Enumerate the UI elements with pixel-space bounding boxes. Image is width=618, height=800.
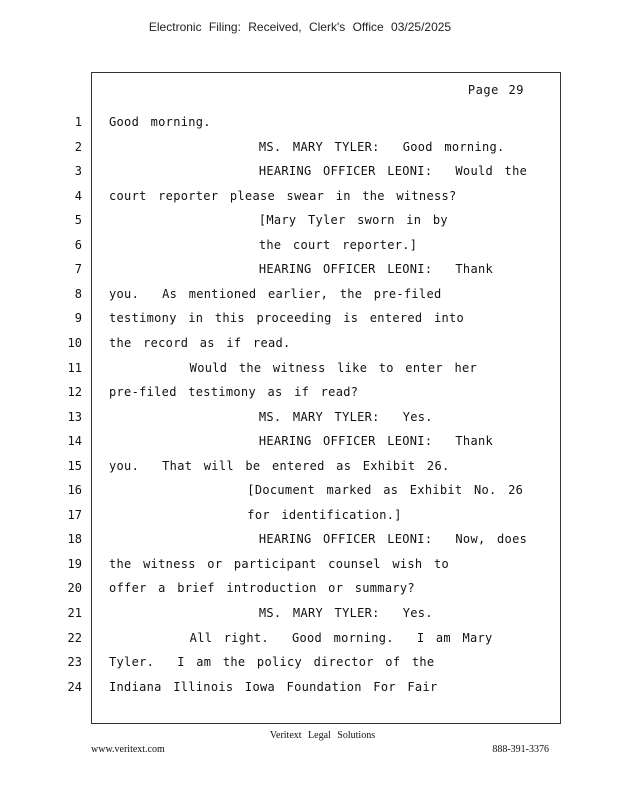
line-number: 9 (74, 311, 82, 325)
line-number: 15 (67, 459, 82, 473)
line-number: 3 (74, 164, 82, 178)
line-number: 19 (67, 557, 82, 571)
transcript-line-text: Would the witness like to enter her (109, 361, 478, 375)
line-number: 6 (74, 238, 82, 252)
transcript-line-text: the witness or participant counsel wish to (109, 557, 450, 571)
transcript-line-text: for identification.] (109, 508, 402, 522)
transcript-line-text: the court reporter.] (109, 238, 418, 252)
transcript-line-text: HEARING OFFICER LEONI: Now, does (109, 532, 528, 546)
line-number: 13 (67, 410, 82, 424)
line-number: 16 (67, 483, 82, 497)
line-number: 11 (67, 361, 82, 375)
line-number: 22 (67, 631, 82, 645)
line-number: 24 (67, 680, 82, 694)
transcript-line-text: HEARING OFFICER LEONI: Thank (109, 262, 494, 276)
transcript-line-text: MS. MARY TYLER: Yes. (109, 410, 433, 424)
line-number: 1 (74, 115, 82, 129)
line-number: 14 (67, 434, 82, 448)
transcript-line-text: testimony in this proceeding is entered into (109, 311, 465, 325)
transcript-line-text: court reporter please swear in the witness? (109, 189, 457, 203)
page-number: Page 29 (467, 83, 524, 97)
line-number: 12 (67, 385, 82, 399)
transcript-line-text: HEARING OFFICER LEONI: Thank (109, 434, 494, 448)
transcript-line-text: pre-filed testimony as if read? (109, 385, 359, 399)
line-number: 21 (67, 606, 82, 620)
transcript-line-text: Indiana Illinois Iowa Foundation For Fair (109, 680, 438, 694)
transcript-line-text: Good morning. (109, 115, 211, 129)
transcript-line-text: the record as if read. (109, 336, 291, 350)
filing-header: Electronic Filing: Received, Clerk's Office 03/25/2025 (148, 20, 452, 34)
transcript-line-text: HEARING OFFICER LEONI: Would the (109, 164, 528, 178)
line-number: 10 (67, 336, 82, 350)
line-number: 2 (74, 140, 82, 154)
transcript-line-text: you. As mentioned earlier, the pre-filed (109, 287, 442, 301)
transcript-line-text: All right. Good morning. I am Mary (109, 631, 493, 645)
line-number: 20 (67, 581, 82, 595)
line-number: 8 (74, 287, 82, 301)
line-number: 5 (74, 213, 82, 227)
line-number: 7 (74, 262, 82, 276)
transcript-line-text: Tyler. I am the policy director of the (109, 655, 435, 669)
transcript-line-text: offer a brief introduction or summary? (109, 581, 415, 595)
footer-company: Veritext Legal Solutions (269, 730, 376, 741)
transcript-line-text: [Mary Tyler sworn in by (109, 213, 448, 227)
line-number: 23 (67, 655, 82, 669)
line-number: 17 (67, 508, 82, 522)
transcript-line-text: MS. MARY TYLER: Good morning. (109, 140, 505, 154)
footer-phone: 888-391-3376 (492, 744, 549, 755)
transcript-line-text: MS. MARY TYLER: Yes. (109, 606, 433, 620)
transcript-line-text: you. That will be entered as Exhibit 26. (109, 459, 450, 473)
line-number: 4 (74, 189, 82, 203)
line-number: 18 (67, 532, 82, 546)
footer-website: www.veritext.com (91, 744, 165, 755)
transcript-line-text: [Document marked as Exhibit No. 26 (109, 483, 524, 497)
